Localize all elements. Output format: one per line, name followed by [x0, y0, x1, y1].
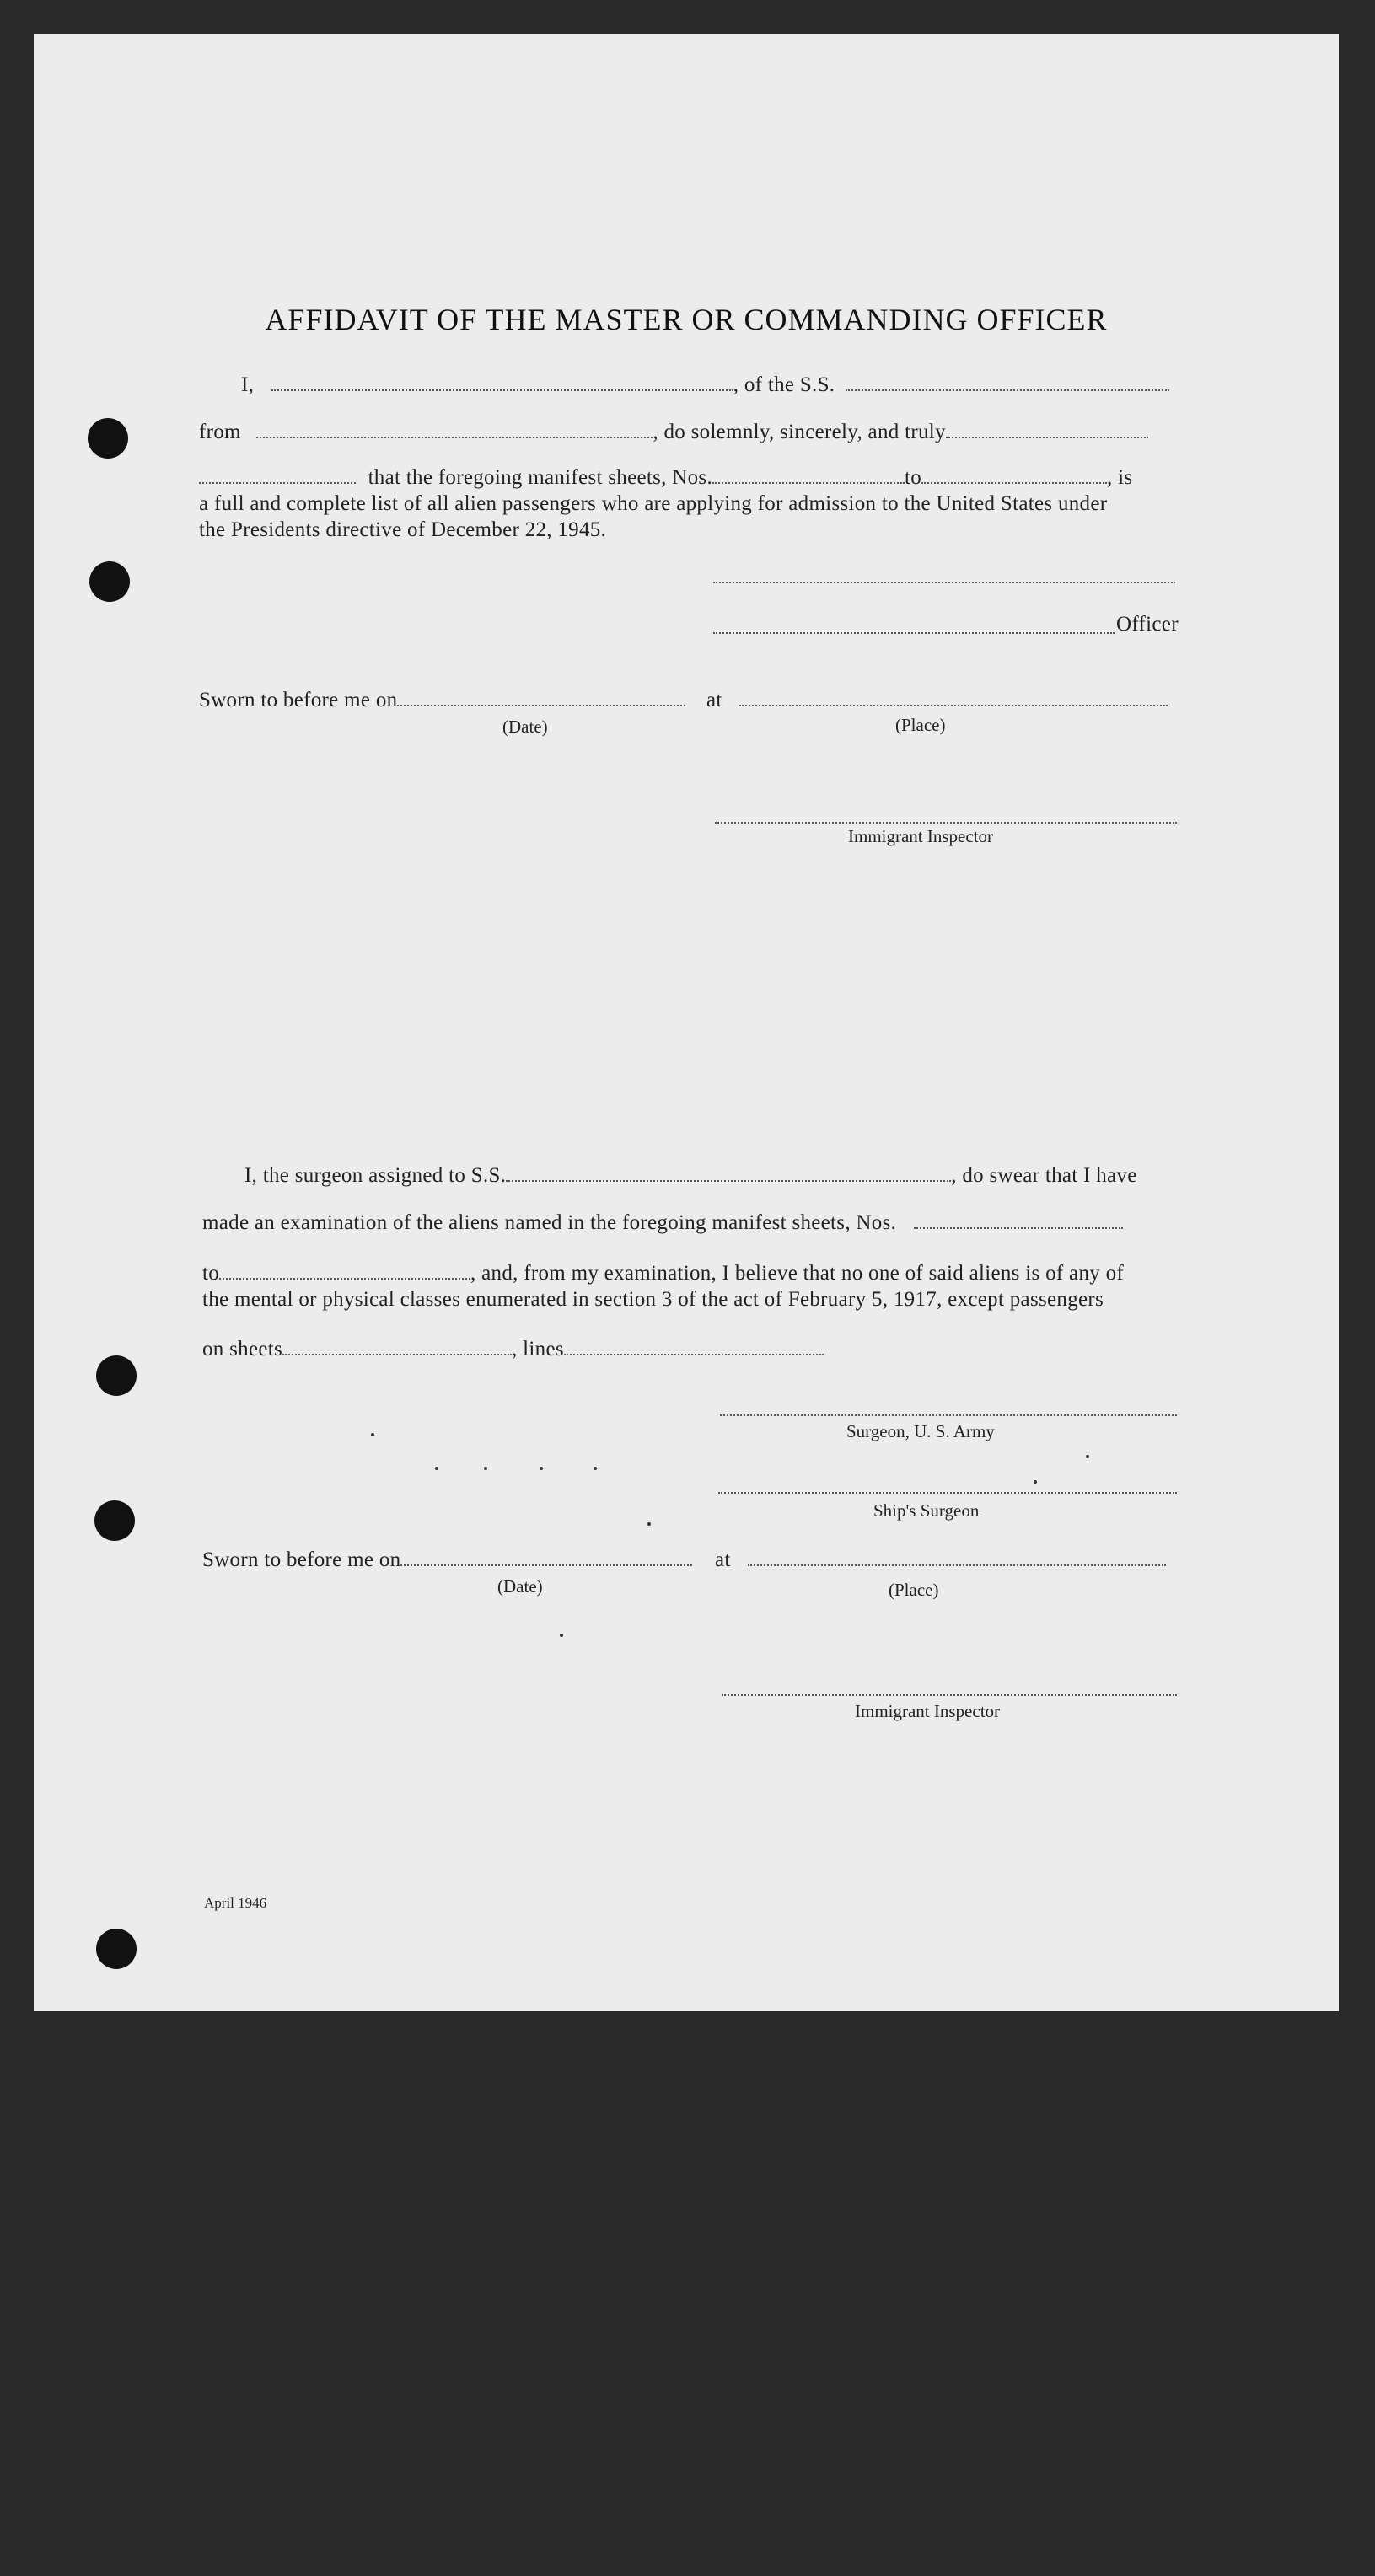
form-page: [34, 34, 1339, 2011]
inspector-signature-line[interactable]: [715, 822, 1177, 824]
paper-speck: [560, 1634, 563, 1637]
surgeon-line-5: on sheets , lines: [202, 1337, 824, 1362]
paper-speck: [594, 1467, 597, 1470]
place-label: (Place): [895, 715, 946, 735]
master-line-3: that the foregoing manifest sheets, Nos. to , is: [199, 465, 1132, 491]
paper-speck: [371, 1433, 374, 1436]
surgeon-place-label: (Place): [889, 1580, 939, 1600]
surgeon-line-3: to , and, from my examination, I believe that no one of said aliens is of any of: [202, 1262, 1125, 1285]
paper-speck: [1086, 1455, 1089, 1458]
punch-hole: [96, 1355, 137, 1396]
surgeon-line-1: I, the surgeon assigned to S.S. , do swear that I have: [244, 1164, 1137, 1187]
officer-signature-line-1[interactable]: [713, 582, 1175, 583]
surgeon-sworn-line: Sworn to before me on at: [202, 1548, 1166, 1573]
form-date: April 1946: [204, 1895, 267, 1911]
master-sworn-line: Sworn to before me on at: [199, 688, 1168, 713]
surgeon-line-2: made an examination of the aliens named in the foregoing manifest sheets, Nos.: [202, 1210, 1123, 1236]
punch-hole: [94, 1500, 135, 1541]
sworn-date-field[interactable]: [397, 688, 685, 706]
paper-speck: [1034, 1480, 1037, 1484]
from-field[interactable]: [256, 420, 653, 438]
surgeon-sworn-place-field[interactable]: [748, 1548, 1166, 1566]
punch-hole: [88, 418, 128, 459]
sheets-to-field[interactable]: [921, 465, 1107, 484]
master-line-5: the Presidents directive of December 22, 1945.: [199, 518, 607, 541]
paper-speck: [647, 1522, 651, 1526]
army-surgeon-signature-line[interactable]: [720, 1414, 1177, 1416]
surgeon-sheets-to-field[interactable]: [219, 1261, 470, 1280]
except-sheets-field[interactable]: [282, 1337, 512, 1355]
punch-hole: [89, 561, 130, 602]
name-field[interactable]: [271, 373, 733, 391]
punch-hole: [96, 1929, 137, 1969]
paper-speck: [435, 1467, 438, 1470]
surgeon-inspector-signature-line[interactable]: [722, 1694, 1177, 1696]
master-line-1: I, , of the S.S.: [241, 373, 1169, 398]
sworn-place-field[interactable]: [739, 688, 1168, 706]
except-lines-field[interactable]: [564, 1337, 824, 1355]
oath-continued-field[interactable]: [199, 465, 356, 484]
ship-name-field[interactable]: [846, 373, 1169, 391]
surgeon-sworn-date-field[interactable]: [400, 1548, 692, 1566]
army-surgeon-label: Surgeon, U. S. Army: [846, 1421, 995, 1441]
officer-signature-line-2[interactable]: [713, 632, 1115, 634]
date-label: (Date): [502, 716, 548, 737]
ships-surgeon-signature-line[interactable]: [718, 1492, 1177, 1494]
surgeon-sheets-from-field[interactable]: [914, 1210, 1123, 1229]
officer-label: Officer: [1116, 613, 1179, 636]
surgeon-line-4: the mental or physical classes enumerated in section 3 of the act of February 5, 1917, except passengers: [202, 1288, 1104, 1311]
paper-speck: [540, 1467, 543, 1470]
master-line-4: a full and complete list of all alien passengers who are applying for admission to the United States under: [199, 492, 1108, 515]
inspector-label: Immigrant Inspector: [848, 826, 994, 846]
oath-field[interactable]: [946, 420, 1148, 438]
surgeon-ship-field[interactable]: [506, 1163, 951, 1182]
surgeon-inspector-label: Immigrant Inspector: [855, 1701, 1001, 1721]
master-line-2: from , do solemnly, sincerely, and truly: [199, 420, 1148, 445]
page-title: AFFIDAVIT OF THE MASTER OR COMMANDING OFFICER: [265, 303, 1108, 336]
ships-surgeon-label: Ship's Surgeon: [873, 1500, 980, 1521]
sheets-from-field[interactable]: [712, 465, 905, 484]
paper-speck: [484, 1467, 487, 1470]
surgeon-date-label: (Date): [497, 1576, 543, 1597]
